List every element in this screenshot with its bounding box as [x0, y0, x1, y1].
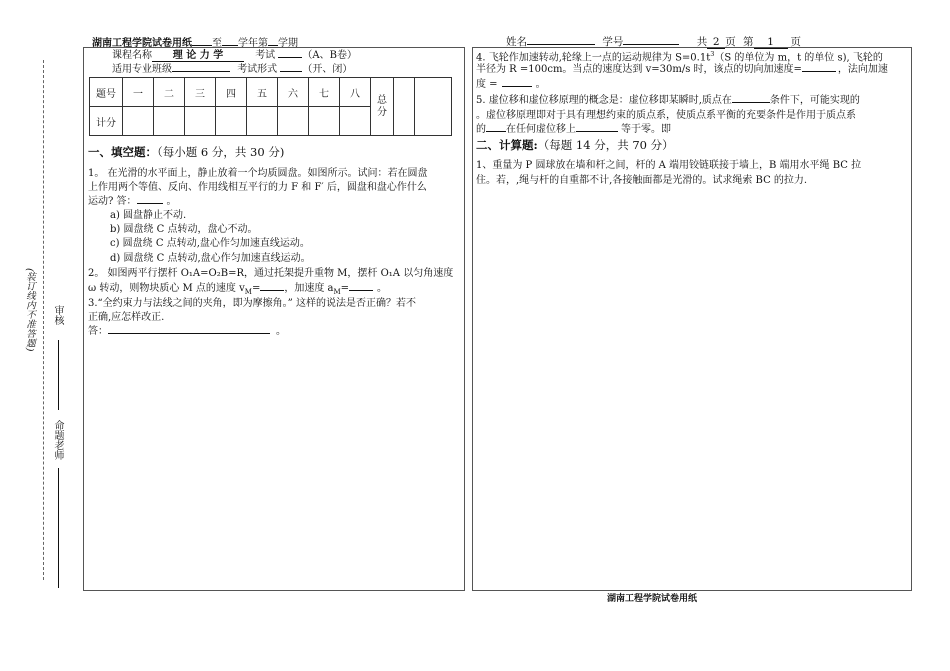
q4-line3-text: 度 =: [476, 79, 498, 90]
total-score-cell-2: [415, 78, 452, 136]
exam-label: 考试: [255, 50, 276, 61]
page-number: 1: [754, 37, 788, 49]
q5-line3-c: 等于零。即: [621, 124, 671, 135]
form-blank: [280, 71, 302, 72]
end-year-blank: [222, 45, 238, 46]
q4-line1-a: 4. 飞轮作加速转动,轮缘上一点的运动规律为 S=0.1t: [476, 52, 711, 64]
class-label: 适用专业班级: [112, 64, 172, 75]
q3-line2: 正确,应怎样改正.: [88, 312, 165, 323]
exam-type-blank: [278, 57, 302, 58]
reviewer-label: 审核: [52, 305, 63, 325]
course-name: 理 论 力 学: [152, 50, 244, 62]
q5-line3-a: 的: [476, 124, 486, 135]
year-suffix-text: 学年第: [238, 38, 268, 49]
q4-tangent-blank: [802, 71, 836, 72]
section2-heading: [476, 137, 674, 153]
q2-end: 。: [377, 283, 388, 294]
class-line: [112, 63, 352, 76]
q2-eq: =: [251, 283, 261, 294]
score-table-header-row: [90, 78, 452, 107]
col-2: 二: [154, 78, 185, 107]
school-title: 湖南工程学院试卷用纸: [92, 38, 192, 49]
col-7: 七: [309, 78, 340, 107]
page-label: 第: [743, 36, 754, 48]
q1-option-a: a) 圆盘静止不动.: [110, 210, 187, 221]
q2-velocity-text: ω 转动，则物块质心 M 点的速度 v: [88, 283, 245, 294]
q4-line1-sup: 3: [710, 50, 715, 58]
col-3: 三: [185, 78, 216, 107]
term-blank: [268, 45, 278, 46]
q3-answer-line: [88, 325, 286, 338]
score-cell: [278, 107, 309, 136]
q5-blank1: [732, 102, 770, 103]
q4-normal-blank: [502, 86, 532, 87]
q5-line1: [476, 94, 860, 107]
section2-title: 二、计算题:: [476, 138, 538, 152]
q5-line2: 。虚位移原理即对于具有理想约束的质点系，使质点系平衡的充要条件是作用于质点系: [476, 110, 856, 121]
name-blank: [527, 44, 595, 45]
page-unit2: 页: [790, 36, 802, 48]
score-cell: [185, 107, 216, 136]
col-6: 六: [278, 78, 309, 107]
col-4: 四: [216, 78, 247, 107]
q4-line2-b: ，法向加速: [837, 64, 888, 75]
q5-line3: [476, 123, 671, 136]
q2-velocity-blank: [260, 290, 284, 291]
q4-line2: [476, 63, 888, 76]
score-table: [89, 77, 452, 136]
col-1: 一: [123, 78, 154, 107]
score-cell: [154, 107, 185, 136]
calc1-line2: 住。若，,绳与杆的自重都不计,各接触面都是光滑的。试求绳索 BC 的拉力.: [476, 175, 808, 186]
q5-blank2: [486, 131, 506, 132]
q4-line2-a: 半径为 R =100cm。当点的速度达到 v=30m/s 时，该点的切向加速度=: [476, 64, 802, 75]
q1-option-b: b) 圆盘绕 C 点转动，盘心不动。: [110, 224, 258, 235]
q5-line3-b: 在任何虚位移上: [506, 124, 576, 135]
binding-note: (装订线内不准答题): [24, 268, 35, 352]
q3-line1: 3.“全约束力与法线之间的夹角，即为摩擦角。” 这样的说法是否正确？若不: [88, 298, 416, 309]
q1-answer-blank: [137, 203, 163, 204]
total-score-cell: [394, 78, 415, 136]
q2-accel-blank: [349, 290, 373, 291]
calc1-line1: 1、重量为 P 圆球放在墙和杆之间，杆的 A 端用铰链联接于墙上，B 端用水平绳 BC 拉: [476, 160, 862, 171]
term-suffix-text: 学期: [278, 38, 298, 49]
q2-eq2: =: [340, 283, 350, 294]
form-options: （开、闭）: [302, 64, 353, 75]
q1-line3: [88, 195, 177, 208]
score-cell: [247, 107, 278, 136]
q2-velocity-sub: M: [244, 288, 252, 296]
q5-line1-a: 5. 虚位移和虚位移原理的概念是：虚位移即某瞬时,质点在: [476, 95, 732, 106]
q3-answer-blank: [108, 333, 270, 334]
q2-accel-sub: M: [333, 288, 341, 296]
section1-note: （每小题 6 分，共 30 分): [157, 145, 285, 159]
q3-answer-label: 答：: [88, 326, 108, 337]
section2-note: （每题 14 分，共 70 分）: [537, 138, 674, 152]
q1-option-d: d) 圆盘绕 C 点转动,盘心作匀加速直线运动。: [110, 253, 311, 264]
q1-line2: 上作用两个等值、反向、作用线相互平行的力 F 和 F′ 后，圆盘和盘心作什么: [88, 182, 427, 193]
footer-school-title: 湖南工程学院试卷用纸: [607, 594, 698, 604]
year-to-text: 至: [212, 38, 222, 49]
section1-heading: [88, 144, 284, 160]
page-unit: 页: [725, 36, 736, 48]
binding-line: [43, 60, 44, 580]
student-id-label: 学号: [602, 36, 624, 48]
q1-line3-end: 。: [166, 196, 177, 207]
q1-line1: 1。 在光滑的水平面上，静止放着一个均质圆盘。如图所示。试问：若在圆盘: [88, 168, 428, 179]
setter-label: 命题老师: [52, 420, 63, 460]
form-label: 考试形式: [237, 64, 278, 75]
total-label: 共: [696, 36, 708, 48]
q1-option-c: c) 圆盘绕 C 点转动,盘心作匀加速直线运动。: [110, 238, 310, 249]
q3-answer-end: 。: [276, 326, 286, 337]
course-line: [112, 49, 357, 62]
question-number-label: 题号: [90, 78, 123, 107]
reviewer-line: [58, 340, 59, 410]
score-cell: [216, 107, 247, 136]
student-id-blank: [623, 44, 679, 45]
q2-accel-text: ，加速度 a: [284, 283, 334, 294]
total-pages: 2: [707, 37, 725, 49]
score-label: 计分: [90, 107, 123, 136]
score-cell: [123, 107, 154, 136]
setter-line: [58, 468, 59, 588]
exam-type-options: （A、B卷）: [302, 50, 357, 61]
total-score-label: 总分: [371, 78, 394, 136]
q5-line1-b: 条件下，可能实现的: [769, 95, 860, 106]
start-year-blank: [192, 45, 212, 46]
col-5: 五: [247, 78, 278, 107]
q2-line1: 2。 如图两平行摆杆 O₁A=O₂B=R，通过托架提升重物 M，摆杆 O₁A 以匀角速度: [88, 268, 454, 279]
class-blank: [172, 71, 230, 72]
q1-line3-text: 运动? 答：: [88, 196, 137, 207]
q5-blank3: [576, 131, 618, 132]
section1-title: 一、填空题：: [88, 145, 157, 159]
course-label: 课程名称: [112, 50, 152, 61]
q4-line1: [476, 48, 883, 64]
col-8: 八: [340, 78, 371, 107]
q4-line3: [476, 78, 546, 91]
score-cell: [309, 107, 340, 136]
name-label: 姓名: [506, 36, 527, 48]
q4-line1-b: （S 的单位为 m，t 的单位 s), 飞轮的: [714, 52, 883, 64]
q4-line3-end: 。: [535, 79, 546, 90]
score-cell: [340, 107, 371, 136]
